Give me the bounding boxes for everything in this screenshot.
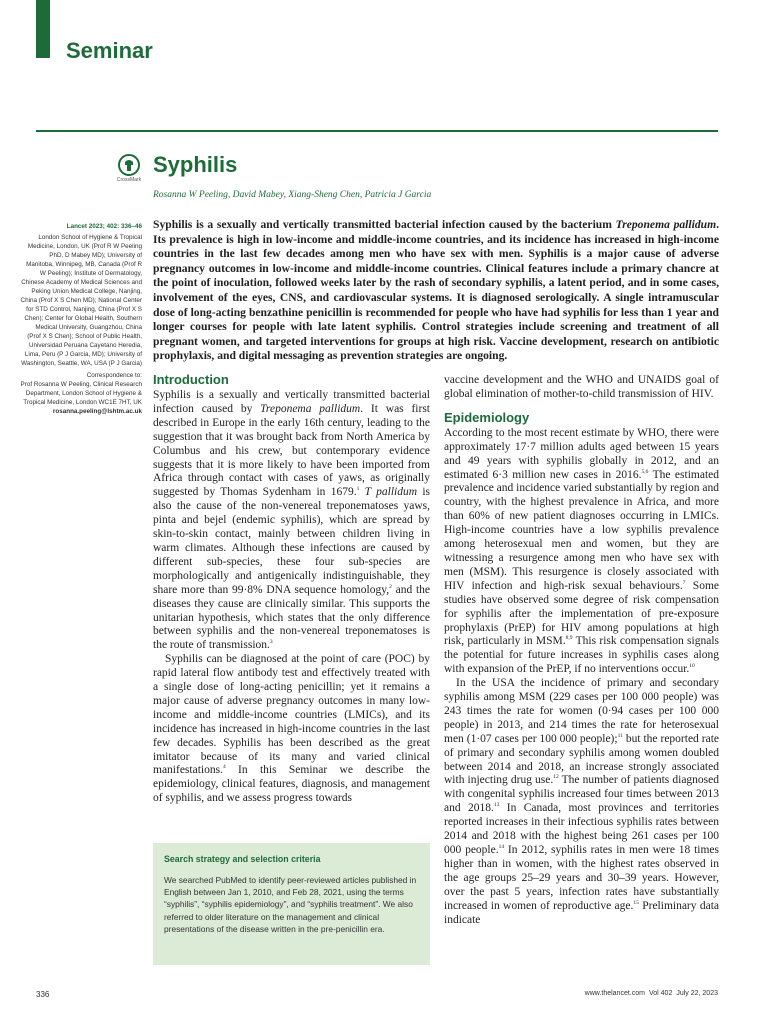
footer-date: July 22, 2023	[676, 990, 718, 997]
reference-3[interactable]: 3	[269, 639, 273, 646]
search-strategy-box	[153, 843, 430, 965]
reference-13[interactable]: 13	[493, 802, 500, 809]
reference-8-9[interactable]: 8,9	[565, 635, 573, 642]
article-title: Syphilis	[153, 152, 238, 177]
epi-paragraph-2: In the USA the incidence of primary and secondary syphilis among MSM (229 cases per 100 000 people) was 243 times the rate for women (0·94 cases per 100 000 people) in 2013, and 214 times the rate for heterosexual men (1·07 cases per 100 000 people);$^{11}$ but the reported rate of primary and secondary syphilis among women doubled between 2014 and 2018, an increase strongly associated with injecting drug use.$^{12}$ The number of patients diagnosed with congenital syphilis increased four times between 2013 and 2018.13 In Canada, most provinces and territories reported increases in their infectious syphilis rates between 2014 and 2018 with the highest being 261 cases per 100 000 people.$^{14}$ In 2012, syphilis rates in men were 18 times higher than in women, with the highest rates observed in the age groups 25–29 years and 30–39 years. However, over the past 5 years, infection rates have substantially increased in women of reproductive age.$^{15}$ Preliminary data indicate	[444, 677, 719, 926]
reference-2[interactable]: 2	[389, 583, 392, 590]
citation[interactable]: Lancet 2023; 402: 336–46	[66, 223, 142, 230]
reference-15[interactable]: 15	[633, 899, 639, 906]
reference-1[interactable]: 1	[356, 486, 360, 493]
heading-introduction: Introduction	[153, 372, 229, 387]
crossmark-icon	[118, 154, 140, 176]
footer-journal-info	[581, 990, 718, 997]
crossmark-badge[interactable]	[114, 154, 144, 190]
search-strategy-title: Search strategy and selection criteria	[164, 854, 321, 864]
footer-site[interactable]: www.thelancet.com	[584, 990, 645, 997]
abstract: Syphilis is a sexually and vertically transmitted bacterial infection caused by the bacterium Treponema pallidum. Its prevalence is high in low-income and middle-income countries, and its incidence has increased in high-income countries in the last few decades among men who have sex with men. Syphilis is a major cause of adverse pregnancy outcomes in low-income and middle-income countries. Clinical features include a primary chancre at the point of inoculation, followed weeks later by the rash of secondary syphilis, a latent period, and in some cases, involvement of the eyes, CNS, and cardiovascular systems. It is diagnosed serologically. A single intramuscular dose of long-acting benzathine penicillin is recommended for people who have had syphilis for less than 1 year and longer courses for people with late latent syphilis. Control strategies include screening and treatment of all pregnant women, and targeted interventions for groups at high risk. Vaccine development, research on antibiotic prophylaxis, and digital messaging as prevention strategies are ongoing.	[153, 218, 719, 363]
reference-7[interactable]: 7	[682, 579, 686, 586]
header-accent-bar	[36, 0, 50, 58]
reference-10[interactable]: 10	[689, 663, 695, 670]
footer-volume: Vol 402	[648, 990, 673, 997]
article-sidebar	[20, 222, 142, 416]
crossmark-label: CrossMark	[116, 177, 142, 183]
reference-12[interactable]: 12	[553, 774, 559, 781]
reference-11[interactable]: 11	[617, 732, 623, 739]
epi-paragraph-1: According to the most recent estimate by WHO, there were approximately 17·7 million adults aged between 15 years and 49 years with syphilis globally in 2012, and an estimated 6·3 million new cases in 2016.$^{5,6}$ The estimated prevalence and incidence varied substantially by region and country, with the highest prevalence in Africa, and more than 60% of new patient diagnoses occurring in LMICs. High-income countries have a low syphilis prevalence among heterosexual men and women, but they are witnessing a resurgence among men who have sex with men (MSM). This resurgence is closely associated with HIV infection and high-risk sexual behaviours.$^7$ Some studies have observed some degree of risk compensation for syphilis after the implementation of pre-exposure prophylaxis (PrEP) for HIV among populations at high risk, particularly in MSM.$^{8,9}$ This risk compensation signals the potential for future increases in syphilis cases along with expansion of the PrEP, if no interventions occur.$^{10}$	[444, 426, 720, 676]
intro-paragraph-2: Syphilis can be diagnosed at the point of care (POC) by rapid lateral flow antibody test and effectively treated with a single dose of long-acting penicillin; yet it remains a major cause of adverse pregnancy outcomes in many low-income and middle-income countries (LMICs), and its incidence has increased in high-income countries in the last few decades. Syphilis has been described as the great imitator because of its many and varied clinical manifestations.$^4$ In this Seminar we describe the epidemiology, clinical features, diagnosis, and management of syphilis, and we assess progress towards	[153, 653, 430, 805]
intro-paragraph-1: Syphilis is a sexually and vertically transmitted bacterial infection caused by Treponema pallidum. It was first described in Europe in the early 16th century, leading to the suggestion that it was brought back from North America by Columbus and his crew, but contemporary evidence suggests that it is more likely to have been imported from Africa through contact with cases of yaws, as originally suggested by Thomas Sydenham in 1679.$^1$ T pallidum is also the cause of the non-venereal treponematoses yaws, pinta and bejel (endemic syphilis), which are spread by skin-to-skin contact, mainly between children living in warm climates. Although these infections are caused by different sub-species, these four sub-species are morphologically and antigenically indistinguishable, they share more than 99·8% DNA sequence homology,$^2$ and the diseases they cause are clinically similar. This supports the unitarian hypothesis, which states that the only difference between syphilis and the non-venereal treponematoses is the route of transmission.$^3$	[153, 389, 431, 652]
left-column	[153, 372, 430, 806]
correspondence-email[interactable]: rosanna.peeling@lshtm.ac.uk	[52, 408, 142, 415]
section-label: Seminar	[66, 38, 153, 63]
header-rule	[36, 130, 718, 132]
reference-14[interactable]: 14	[498, 844, 505, 851]
reference-4[interactable]: 4	[222, 764, 226, 771]
correspondence-label: Correspondence to:	[86, 372, 142, 379]
article-authors: Rosanna W Peeling, David Mabey, Xiang-Sheng Chen, Patricia J Garcia	[153, 190, 432, 200]
page-number: 336	[36, 990, 50, 999]
heading-epidemiology: Epidemiology	[444, 409, 530, 425]
intro-continuation: vaccine development and the WHO and UNAIDS goal of global elimination of mother-to-child transmission of HIV.	[444, 374, 719, 400]
search-strategy-text: We searched PubMed to identify peer-reviewed articles published in English between Jan 1, 2010, and Feb 28, 2021, using the terms “syphilis”, “syphilis epidemiology”, and “syphilis treatment”. We also referred to older literature on the management and clinical presentations of the disease written in the pre-penicillin era.	[164, 875, 417, 934]
right-column	[444, 374, 719, 927]
reference-5-6[interactable]: 5,6	[641, 468, 649, 475]
affiliations: London School of Hygiene & Tropical Medicine, London, UK (Prof R W Peeling PhD, D Mabey MD); University of Manitoba, Winnipeg, MB, Canada (Prof R W Peeling); Institute of Dermatology, Chinese Academy of Medical Sciences and Peking Union Medical College, Nanjing, China (Prof X S Chen MD); National Center for STD Control, Nanjing, China (Prof X S Chen); Center for Global Health, Southern Medical University, Guangzhou, China (Prof X S Chen); School of Public Health, Universidad Peruana Cayetano Heredia, Lima, Peru (P J Garcia, MD); University of Washington, Seattle, WA, USA (P J Garcia)	[20, 234, 142, 367]
correspondence-address: Prof Rosanna W Peeling, Clinical Research Department, London School of Hygiene & Tropical Medicine, London WC1E 7HT, UK	[20, 381, 142, 406]
